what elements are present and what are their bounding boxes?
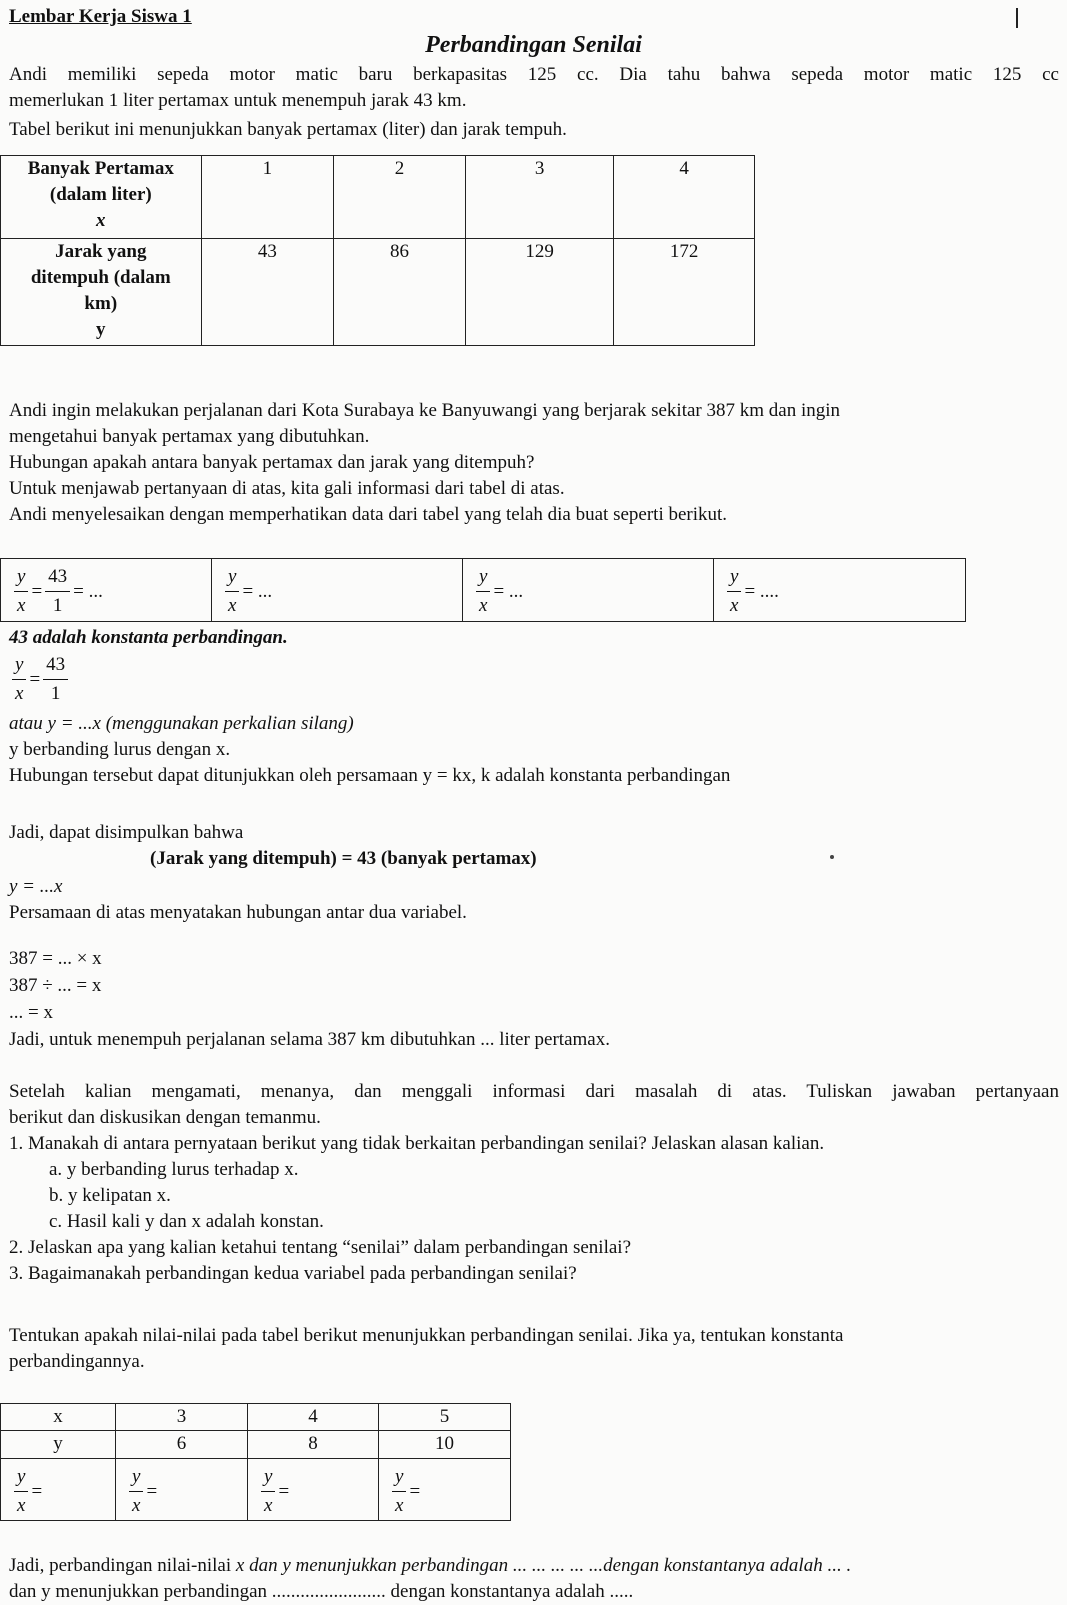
story-line-5: Andi menyelesaikan dengan memperhatikan data dari tabel yang telah dia buat seperti berikut. (9, 504, 728, 525)
final-statement (9, 1553, 1059, 1605)
table-header-distance (1, 239, 202, 346)
story-line-4: Untuk menjawab pertanyaan di atas, kita gali informasi dari tabel di atas. (9, 478, 565, 499)
table-cell: 3 (465, 156, 614, 239)
table-cell: 10 (379, 1431, 511, 1459)
questions-section (9, 1079, 1059, 1287)
blank: = ... (493, 580, 524, 602)
fraction-y-over-x (392, 1463, 406, 1520)
blank: = ... (242, 580, 273, 602)
ratio-blank-cell (1, 1459, 116, 1521)
final-line-1 (9, 1553, 1059, 1579)
page-title: Perbandingan Senilai (425, 32, 642, 58)
numerator: y (12, 651, 26, 680)
table-cell: 1 (201, 156, 334, 239)
numerator: 43 (45, 563, 70, 592)
denominator: x (15, 683, 24, 704)
ratio-cell-4 (714, 559, 966, 622)
conclusion-line-1: Jadi, dapat disimpulkan bahwa (9, 822, 244, 843)
table-cell: 8 (248, 1431, 379, 1459)
header-text: Jarak yang (55, 241, 147, 262)
conclusion-line-4: Persamaan di atas menyatakan hubungan antar dua variabel. (9, 902, 467, 923)
table-cell: 3 (116, 1404, 248, 1431)
table-cell: 43 (201, 239, 334, 346)
header-text: km) (84, 293, 118, 314)
fraction-y-over-x (476, 563, 490, 620)
denominator: x (228, 595, 237, 616)
table-row (1, 559, 966, 622)
table-row (1, 239, 755, 346)
constant-fraction-row (9, 651, 1059, 711)
row-label-y: y (1, 1431, 116, 1459)
table-cell: 172 (614, 239, 755, 346)
fuel-distance-table (0, 155, 755, 346)
final-line-1-start: Jadi, perbandingan nilai-nilai (9, 1555, 236, 1576)
fraction-y-over-x (261, 1463, 275, 1520)
worksheet-header: Lembar Kerja Siswa 1 (9, 6, 192, 27)
conclusion-formula: (Jarak yang ditempuh) = 43 (banyak pertamax) (150, 848, 537, 869)
ratio-blank-cell (116, 1459, 248, 1521)
header-var: y (96, 319, 106, 340)
story-line-1: Andi ingin melakukan perjalanan dari Kota Surabaya ke Banyuwangi yang berjarak sekitar 387 km dan ingin (9, 400, 840, 421)
equals-sign: = (31, 580, 43, 602)
questions-intro-2: berikut dan diskusikan dengan temanmu. (9, 1107, 321, 1128)
header-var: x (96, 210, 106, 231)
denominator: x (17, 1495, 26, 1516)
denominator: x (17, 595, 26, 616)
story-paragraph (9, 398, 1059, 528)
fraction-y-over-x (225, 563, 239, 620)
table-cell: 4 (248, 1404, 379, 1431)
intro-line-3: Tabel berikut ini menunjukkan banyak pertamax (liter) dan jarak tempuh. (9, 119, 567, 140)
header-text: (dalam liter) (49, 184, 152, 205)
table-cell: 4 (614, 156, 755, 239)
final-line-1-end: x dan y menunjukkan perbandingan ... ... ... ... ...dengan konstantanya adalah ... . (235, 1555, 852, 1576)
constant-section (9, 625, 1059, 789)
question-1c: c. Hasil kali y dan x adalah konstan. (49, 1211, 324, 1232)
equation-line: Hubungan tersebut dapat ditunjukkan oleh persamaan y = kx, k adalah konstanta perbandingan (9, 765, 731, 786)
numerator: y (14, 563, 28, 592)
fraction-y-over-x (12, 651, 26, 708)
table-row (1, 1431, 511, 1459)
fraction-y-over-x (727, 563, 741, 620)
table-cell: 2 (334, 156, 466, 239)
blank: = ... (73, 580, 103, 602)
table-header-fuel (1, 156, 202, 239)
denominator: x (479, 595, 488, 616)
intro-line-2: memerlukan 1 liter pertamax untuk menempuh jarak 43 km. (9, 90, 467, 111)
ratio-blank-cell (248, 1459, 379, 1521)
exercise-line-1: Tentukan apakah nilai-nilai pada tabel berikut menunjukkan perbandingan senilai. Jika ya, tentukan konstanta (9, 1325, 844, 1346)
question-2: 2. Jelaskan apa yang kalian ketahui tentang “senilai” dalam perbandingan senilai? (9, 1237, 632, 1258)
calc-line-2: 387 ÷ ... = x (9, 975, 102, 996)
exercise-prompt (9, 1323, 1059, 1375)
direct-proportion-line: y berbanding lurus dengan x. (9, 739, 231, 760)
equals-sign: = (31, 1480, 43, 1502)
numerator: 43 (43, 651, 68, 680)
blank: = .... (744, 580, 779, 602)
header-text: Banyak Pertamax (27, 158, 174, 179)
story-line-2: mengetahui banyak pertamax yang dibutuhkan. (9, 426, 370, 447)
header-text: ditempuh (dalam (30, 267, 171, 288)
numerator: y (261, 1463, 275, 1492)
final-line-2: dan y menunjukkan perbandingan ........................ dengan konstantanya adalah ..... (9, 1581, 634, 1602)
equals-sign: = (409, 1480, 421, 1502)
denominator: 1 (50, 683, 61, 704)
exercise-line-2: perbandingannya. (9, 1351, 145, 1372)
numerator: y (392, 1463, 406, 1492)
table-cell: 5 (379, 1404, 511, 1431)
speck (830, 855, 834, 859)
question-1a: a. y berbanding lurus terhadap x. (49, 1159, 299, 1180)
intro-paragraph (9, 62, 1059, 143)
denominator: 1 (52, 595, 63, 616)
intro-line-1: Andi memiliki sepeda motor matic baru berkapasitas 125 cc. Dia tahu bahwa sepeda motor matic 125 cc (9, 64, 1059, 85)
questions-intro-1: Setelah kalian mengamati, menanya, dan menggali informasi dari masalah di atas. Tuliskan jawaban pertanyaan (9, 1081, 1059, 1102)
numerator: y (476, 563, 490, 592)
equals-sign: = (146, 1480, 158, 1502)
story-line-3: Hubungan apakah antara banyak pertamax dan jarak yang ditempuh? (9, 452, 535, 473)
margin-mark (1016, 8, 1018, 28)
denominator: x (132, 1495, 141, 1516)
ratio-cell-2 (212, 559, 463, 622)
calc-line-3: ... = x (9, 1002, 53, 1023)
table-row (1, 156, 755, 239)
row-label-x: x (1, 1404, 116, 1431)
conclusion-line-3: y = ...x (9, 876, 63, 897)
table-row (1, 1404, 511, 1431)
fraction-y-over-x (14, 1463, 28, 1520)
ratio-table (0, 558, 966, 622)
fraction-y-over-x (14, 563, 28, 620)
table-row (1, 1459, 511, 1521)
denominator: x (395, 1495, 404, 1516)
table-cell: 6 (116, 1431, 248, 1459)
fraction-43-over-1 (45, 563, 70, 620)
denominator: x (730, 595, 739, 616)
table-cell: 86 (334, 239, 466, 346)
ratio-blank-cell (379, 1459, 511, 1521)
exercise-table (0, 1403, 511, 1521)
numerator: y (14, 1463, 28, 1492)
fraction-y-over-x (129, 1463, 143, 1520)
conclusion-line-5: Jadi, untuk menempuh perjalanan selama 387 km dibutuhkan ... liter pertamax. (9, 1029, 610, 1050)
numerator: y (225, 563, 239, 592)
cross-multiply-line: atau y = ...x (menggunakan perkalian silang) (9, 713, 354, 734)
ratio-cell-3 (463, 559, 714, 622)
fraction-43-over-1 (43, 651, 68, 708)
numerator: y (129, 1463, 143, 1492)
question-1: 1. Manakah di antara pernyataan berikut yang tidak berkaitan perbandingan senilai? Jelaskan alasan kalian. (9, 1133, 825, 1154)
question-3: 3. Bagaimanakah perbandingan kedua variabel pada perbandingan senilai? (9, 1263, 577, 1284)
numerator: y (727, 563, 741, 592)
calc-line-1: 387 = ... × x (9, 948, 102, 969)
ratio-cell-1 (1, 559, 212, 622)
constant-statement: 43 adalah konstanta perbandingan. (9, 627, 288, 648)
question-1b: b. y kelipatan x. (49, 1185, 171, 1206)
equals-sign: = (29, 668, 41, 690)
denominator: x (264, 1495, 273, 1516)
table-cell: 129 (465, 239, 614, 346)
equals-sign: = (278, 1480, 290, 1502)
